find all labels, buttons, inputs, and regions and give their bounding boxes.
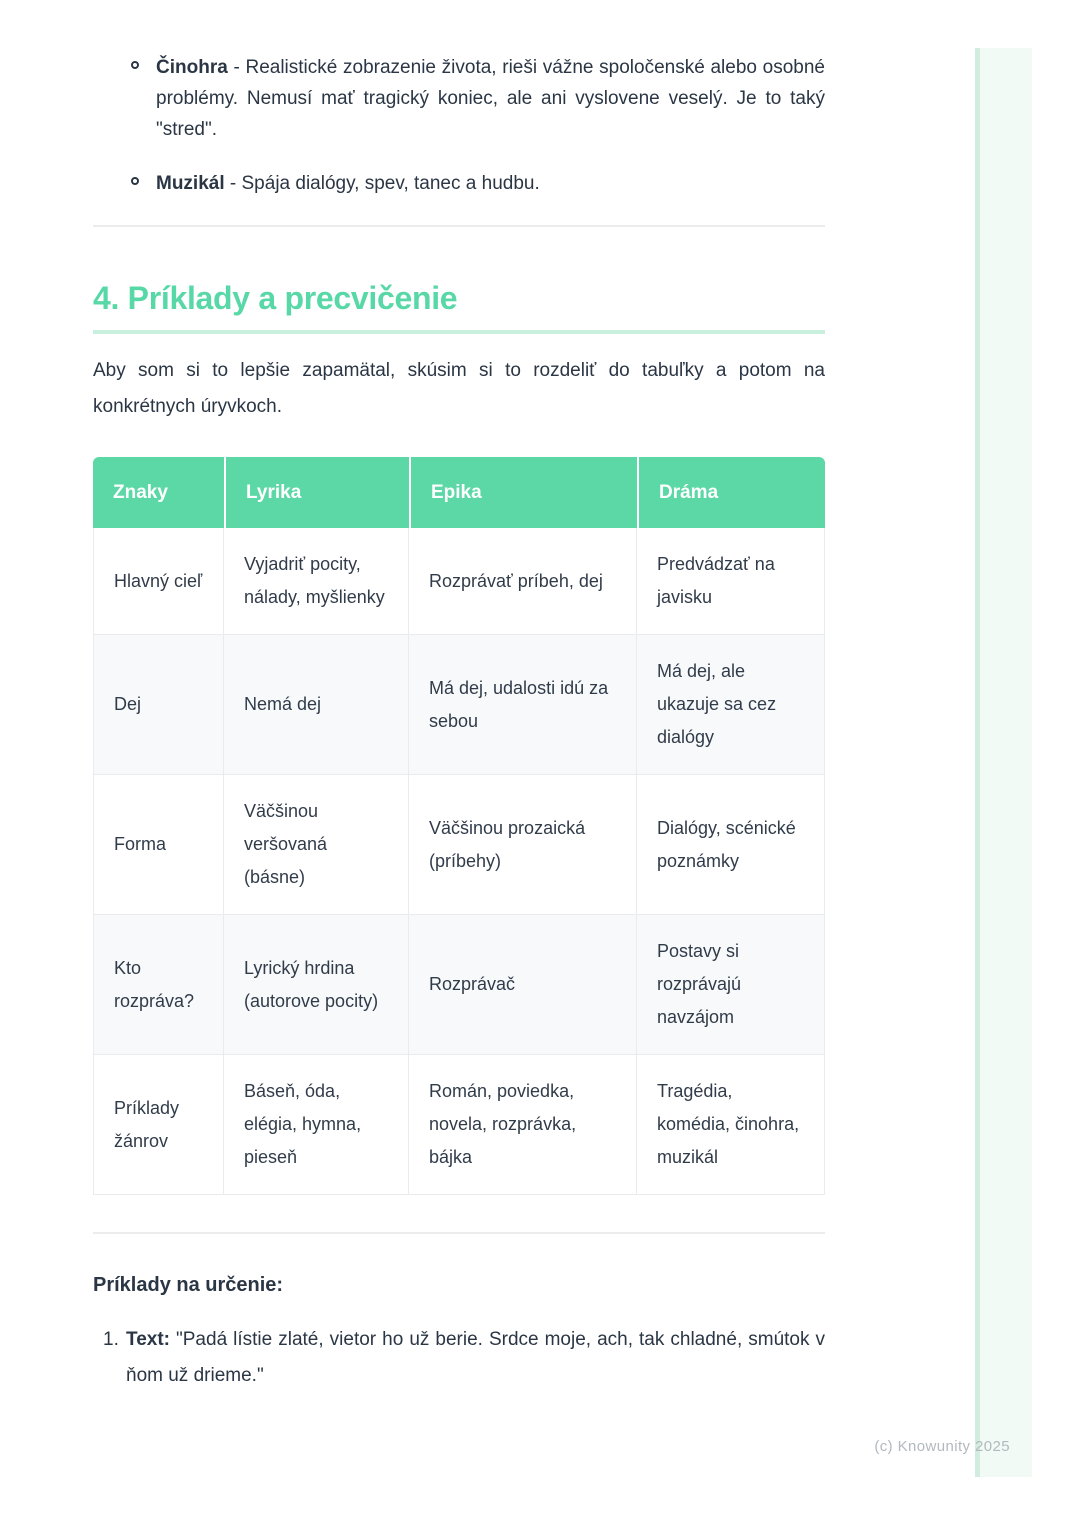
table-cell: Dialógy, scénické poznámky [637, 775, 825, 915]
column-header-drama: Dráma [637, 457, 825, 528]
table-row [93, 635, 825, 775]
column-header-lyrika: Lyrika [224, 457, 409, 528]
table-header-row [93, 457, 825, 528]
table-cell: Väčšinou prozaická (príbehy) [409, 775, 637, 915]
table-cell: Väčšinou veršovaná (básne) [224, 775, 409, 915]
table-row [93, 528, 825, 635]
circle-bullet-icon [131, 61, 139, 69]
section-divider [93, 225, 825, 227]
table-row [93, 1055, 825, 1195]
table-row [93, 915, 825, 1055]
table-cell: Lyrický hrdina (autorove pocity) [224, 915, 409, 1055]
table-cell: Dej [93, 635, 224, 775]
bullet-term: Muzikál [156, 173, 225, 194]
table-cell: Tragédia, komédia, činohra, muzikál [637, 1055, 825, 1195]
table-cell: Postavy si rozprávajú navzájom [637, 915, 825, 1055]
intro-paragraph: Aby som si to lepšie zapamätal, skúsim si to rozdeliť do tabuľky a potom na konkrétnych úryvkoch. [93, 360, 825, 417]
example-quote: "Padá lístie zlaté, vietor ho už berie. Srdce moje, ach, tak chladné, smútok v ňom už drieme." [126, 1329, 826, 1386]
list-item [93, 168, 825, 199]
table-row [93, 775, 825, 915]
example-label: Text: [126, 1329, 170, 1350]
table-cell: Má dej, ale ukazuje sa cez dialógy [637, 635, 825, 775]
copyright-notice: (c) Knowunity 2025 [874, 1438, 1010, 1455]
numbered-list-item [93, 1322, 825, 1394]
column-header-epika: Epika [409, 457, 637, 528]
list-item [93, 52, 825, 145]
genre-bullet-list [93, 0, 825, 199]
section-divider [93, 1232, 825, 1234]
table-cell: Hlavný cieľ [93, 528, 224, 635]
bullet-term: Činohra [156, 57, 228, 78]
examples-heading: Príklady na určenie: [93, 1274, 284, 1296]
table-cell: Román, poviedka, novela, rozprávka, bájka [409, 1055, 637, 1195]
bullet-description: - Spája dialógy, spev, tanec a hudbu. [229, 173, 540, 194]
bullet-description: - Realistické zobrazenie života, rieši vážne spoločenské alebo osobné problémy. Nemusí mať tragický koniec, ale ani vyslovene veselý. Je to taký "stred". [156, 57, 825, 140]
column-header-znaky: Znaky [93, 457, 224, 528]
table-cell: Vyjadriť pocity, nálady, myšlienky [224, 528, 409, 635]
page-side-stripe [975, 48, 1032, 1477]
section-heading: 4. Príklady a precvičenie [93, 280, 458, 316]
table-cell: Nemá dej [224, 635, 409, 775]
table-cell: Rozprávač [409, 915, 637, 1055]
table-cell: Má dej, udalosti idú za sebou [409, 635, 637, 775]
list-item-number: 1. [103, 1329, 119, 1350]
table-cell: Príklady žánrov [93, 1055, 224, 1195]
genre-comparison-table [93, 457, 825, 1195]
heading-underline [93, 330, 825, 334]
document-content [93, 0, 825, 1394]
table-cell: Rozprávať príbeh, dej [409, 528, 637, 635]
table-cell: Báseň, óda, elégia, hymna, pieseň [224, 1055, 409, 1195]
table-cell: Predvádzať na javisku [637, 528, 825, 635]
circle-bullet-icon [131, 177, 139, 185]
table-cell: Kto rozpráva? [93, 915, 224, 1055]
table-cell: Forma [93, 775, 224, 915]
